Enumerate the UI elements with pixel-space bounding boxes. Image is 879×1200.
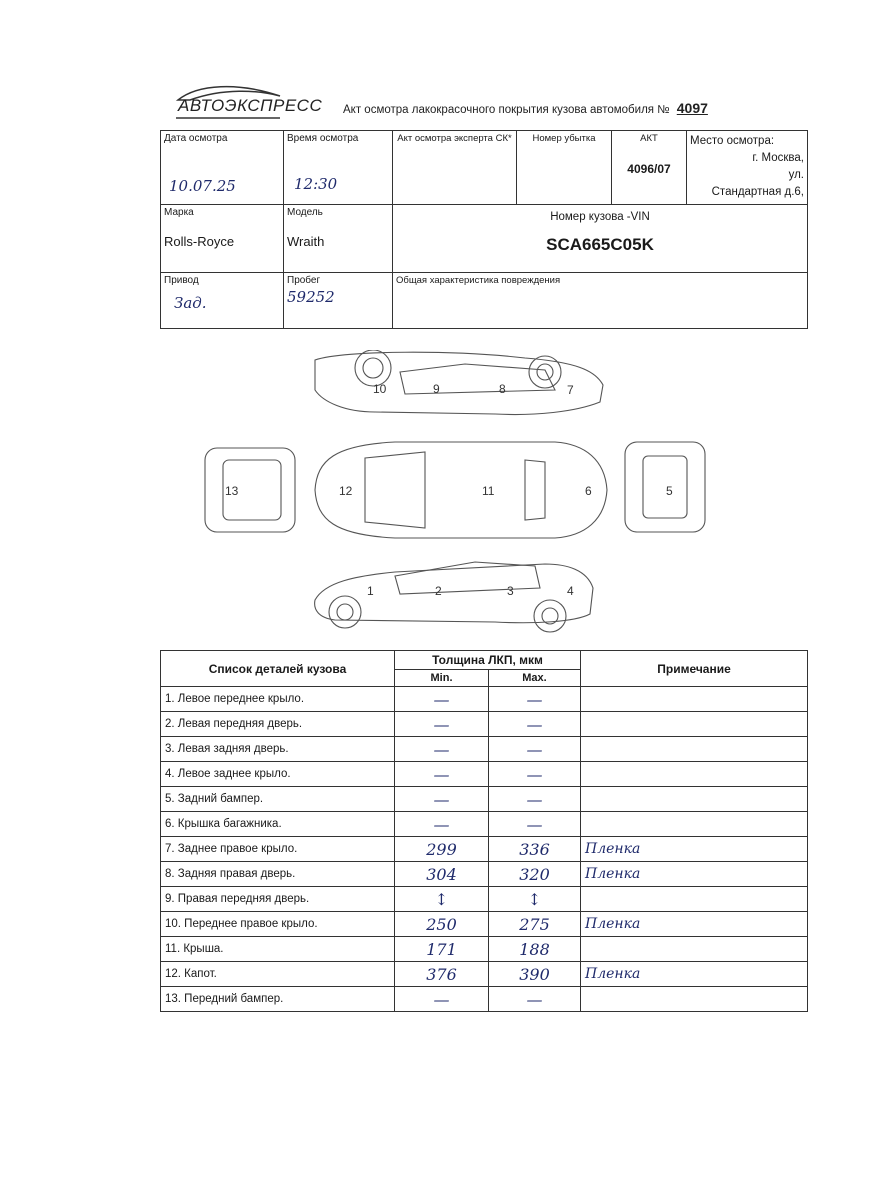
min-value-cell[interactable]: —	[395, 712, 489, 737]
table-row	[161, 912, 808, 937]
expert-cell	[393, 131, 517, 205]
paint-thickness-table	[160, 650, 808, 1012]
vin-label: Номер кузова -VIN	[550, 211, 650, 223]
max-value-cell[interactable]: —	[489, 812, 581, 837]
zone-label-6: 6	[585, 484, 592, 498]
note-cell[interactable]	[581, 737, 808, 762]
logo-text: АВТОЭКСПРЕСС	[178, 96, 323, 115]
note-cell[interactable]: Пленка	[581, 837, 808, 862]
min-value-cell[interactable]: ↕	[395, 887, 489, 912]
loss-label: Номер убытка	[532, 133, 596, 144]
col-note-header: Примечание	[581, 651, 808, 687]
max-value-cell[interactable]: 336	[489, 837, 581, 862]
drive-value[interactable]: Зад.	[174, 294, 207, 312]
mileage-label: Пробег	[287, 275, 321, 286]
col-max-header: Max.	[489, 670, 581, 687]
min-value-cell[interactable]: 376	[395, 962, 489, 987]
part-name-cell: 4. Левое заднее крыло.	[161, 762, 395, 787]
drive-cell	[161, 273, 284, 329]
max-value-cell[interactable]: —	[489, 712, 581, 737]
zone-label-12: 12	[339, 484, 353, 498]
time-label: Время осмотра	[287, 133, 359, 144]
table-row	[161, 962, 808, 987]
left-front-wheel	[329, 596, 361, 628]
place-line2: ул.	[788, 169, 804, 181]
zone-label-8: 8	[499, 382, 506, 396]
part-name-cell: 7. Заднее правое крыло.	[161, 837, 395, 862]
table-row	[161, 737, 808, 762]
min-value-cell[interactable]: —	[395, 812, 489, 837]
min-value-cell[interactable]: —	[395, 737, 489, 762]
note-cell[interactable]: Пленка	[581, 862, 808, 887]
date-label: Дата осмотра	[164, 133, 228, 144]
max-value-cell[interactable]: —	[489, 787, 581, 812]
part-name-cell: 12. Капот.	[161, 962, 395, 987]
brand-label: Марка	[164, 207, 194, 218]
part-name-cell: 6. Крышка багажника.	[161, 812, 395, 837]
table-row	[161, 987, 808, 1012]
place-line1: г. Москва,	[752, 152, 804, 164]
part-name-cell: 9. Правая передняя дверь.	[161, 887, 395, 912]
note-cell[interactable]	[581, 762, 808, 787]
part-name-cell: 5. Задний бампер.	[161, 787, 395, 812]
brand-cell	[161, 205, 284, 273]
inspection-info-table	[160, 130, 808, 329]
left-rear-wheel	[534, 600, 566, 632]
table-row	[161, 712, 808, 737]
max-value-cell[interactable]: 188	[489, 937, 581, 962]
note-cell[interactable]	[581, 812, 808, 837]
table-row	[161, 687, 808, 712]
mileage-cell	[284, 273, 393, 329]
zone-label-5: 5	[666, 484, 673, 498]
mileage-value[interactable]: 59252	[287, 288, 335, 306]
zone-label-4: 4	[567, 584, 574, 598]
table-row	[161, 887, 808, 912]
zone-label-11: 11	[482, 484, 495, 498]
time-value[interactable]: 12:30	[294, 175, 338, 193]
part-name-cell: 11. Крыша.	[161, 937, 395, 962]
col-thickness-header: Толщина ЛКП, мкм	[395, 651, 581, 670]
right-side-outline	[315, 352, 603, 414]
model-cell	[284, 205, 393, 273]
vin-cell	[393, 205, 808, 273]
max-value-cell[interactable]: —	[489, 762, 581, 787]
damage-label: Общая характеристика повреждения	[396, 275, 561, 286]
min-value-cell[interactable]: —	[395, 687, 489, 712]
part-name-cell: 2. Левая передняя дверь.	[161, 712, 395, 737]
min-value-cell[interactable]: 171	[395, 937, 489, 962]
note-cell[interactable]	[581, 887, 808, 912]
title-text: Акт осмотра лакокрасочного покрытия кузова автомобиля №	[343, 104, 670, 116]
min-value-cell[interactable]: —	[395, 787, 489, 812]
time-cell	[284, 131, 393, 205]
min-value-cell[interactable]: —	[395, 987, 489, 1012]
min-value-cell[interactable]: —	[395, 762, 489, 787]
brand-value: Rolls-Royce	[164, 234, 235, 249]
max-value-cell[interactable]: 390	[489, 962, 581, 987]
table-row	[161, 762, 808, 787]
note-cell[interactable]: Пленка	[581, 912, 808, 937]
parts-table-body	[161, 687, 808, 1012]
zone-label-9: 9	[433, 382, 440, 396]
akt-cell	[612, 131, 687, 205]
part-name-cell: 8. Задняя правая дверь.	[161, 862, 395, 887]
zone-label-2: 2	[435, 584, 442, 598]
max-value-cell[interactable]: 275	[489, 912, 581, 937]
loss-cell	[517, 131, 612, 205]
zone-label-10: 10	[373, 382, 387, 396]
akt-value: 4096/07	[627, 162, 671, 176]
right-rear-wheel	[529, 356, 561, 388]
date-value[interactable]: 10.07.25	[169, 177, 236, 195]
date-cell	[161, 131, 284, 205]
col-parts-header: Список деталей кузова	[161, 651, 395, 687]
car-body-diagram	[195, 350, 725, 640]
vin-value: SCA665C05K	[546, 235, 654, 254]
part-name-cell: 3. Левая задняя дверь.	[161, 737, 395, 762]
table-row	[161, 862, 808, 887]
right-front-wheel	[355, 350, 391, 386]
damage-cell	[393, 273, 808, 329]
top-view-outline	[315, 442, 607, 538]
zone-label-7: 7	[567, 383, 574, 397]
place-label: Место осмотра:	[690, 135, 775, 147]
table-row	[161, 837, 808, 862]
model-label: Модель	[287, 207, 323, 218]
table-row	[161, 937, 808, 962]
note-cell[interactable]	[581, 787, 808, 812]
expert-label: Акт осмотра эксперта СК*	[397, 133, 512, 144]
place-cell	[687, 131, 808, 205]
max-value-cell[interactable]: —	[489, 687, 581, 712]
min-value-cell[interactable]: 304	[395, 862, 489, 887]
document-title	[343, 100, 708, 116]
drive-label: Привод	[164, 275, 199, 286]
max-value-cell[interactable]: 320	[489, 862, 581, 887]
zone-label-1: 1	[367, 584, 374, 598]
table-row	[161, 787, 808, 812]
model-value: Wraith	[287, 234, 325, 249]
min-value-cell[interactable]: 250	[395, 912, 489, 937]
min-value-cell[interactable]: 299	[395, 837, 489, 862]
act-number: 4097	[676, 100, 708, 116]
table-row	[161, 812, 808, 837]
part-name-cell: 1. Левое переднее крыло.	[161, 687, 395, 712]
note-cell[interactable]	[581, 987, 808, 1012]
left-side-outline	[315, 564, 593, 623]
note-cell[interactable]	[581, 712, 808, 737]
col-min-header: Min.	[395, 670, 489, 687]
note-cell[interactable]	[581, 687, 808, 712]
max-value-cell[interactable]: —	[489, 737, 581, 762]
part-name-cell: 13. Передний бампер.	[161, 987, 395, 1012]
zone-label-3: 3	[507, 584, 514, 598]
note-cell[interactable]	[581, 937, 808, 962]
zone-label-13: 13	[225, 484, 239, 498]
place-line3: Стандартная д.6,	[711, 186, 804, 198]
max-value-cell[interactable]: —	[489, 987, 581, 1012]
note-cell[interactable]: Пленка	[581, 962, 808, 987]
max-value-cell[interactable]: ↕	[489, 887, 581, 912]
part-name-cell: 10. Переднее правое крыло.	[161, 912, 395, 937]
akt-label: АКТ	[640, 133, 658, 144]
right-side-windows	[400, 364, 555, 394]
